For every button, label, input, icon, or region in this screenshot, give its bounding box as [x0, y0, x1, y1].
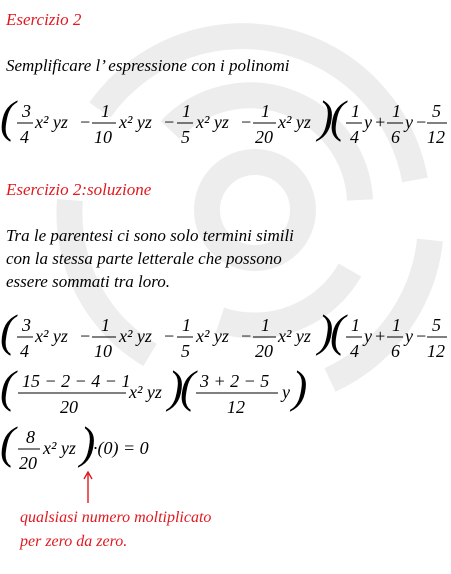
paren-close: ) — [318, 305, 334, 356]
frac-den: 6 — [391, 341, 400, 361]
frac-num: 1 — [392, 315, 401, 335]
paren-close: ) — [168, 361, 184, 412]
annotation-line-1: qualsiasi numero moltiplicato — [20, 509, 212, 526]
frac-den: 4 — [350, 341, 359, 361]
literal-part: y — [364, 326, 372, 346]
sign: − — [415, 326, 428, 346]
frac-den: 20 — [255, 341, 273, 361]
sign: + — [374, 112, 387, 132]
explanation-line-3: essere sommati tra loro. — [6, 272, 171, 291]
frac-num: 5 — [432, 315, 441, 335]
frac-num: 1 — [351, 315, 360, 335]
paren-open: ( — [0, 417, 16, 468]
literal-part: x² yz — [129, 382, 162, 402]
paren-close: ) — [80, 417, 96, 468]
frac-num: 1 — [182, 101, 191, 121]
frac-den: 5 — [181, 341, 190, 361]
sign: − — [163, 112, 176, 132]
sign: − — [79, 326, 92, 346]
frac-den: 10 — [94, 341, 112, 361]
expression-original — [0, 92, 451, 154]
literal-part: x² yz — [35, 112, 68, 132]
annotation-line-2: per zero da zero. — [20, 533, 128, 550]
paren-open: ( — [330, 91, 346, 142]
frac-den: 20 — [60, 397, 78, 417]
frac-den: 10 — [94, 127, 112, 147]
literal-part: x² yz — [278, 112, 311, 132]
literal-part: x² yz — [119, 326, 152, 346]
frac-num: 15 − 2 − 4 − 1 — [22, 371, 131, 391]
frac-den: 20 — [255, 127, 273, 147]
solution-title: Esercizio 2:soluzione — [6, 180, 152, 199]
frac-den: 12 — [227, 397, 245, 417]
literal-part: y — [282, 382, 290, 402]
explanation-line-2: con la stessa parte letterale che possono — [6, 249, 282, 268]
frac-num: 5 — [432, 101, 441, 121]
paren-open: ( — [0, 361, 16, 412]
frac-num: 1 — [261, 315, 270, 335]
expression-step-3 — [0, 418, 451, 480]
explanation-line-1: Tra le parentesi ci sono solo termini simili — [6, 226, 294, 245]
literal-part: y — [364, 112, 372, 132]
frac-den: 5 — [181, 127, 190, 147]
sign: − — [240, 112, 253, 132]
frac-den: 6 — [391, 127, 400, 147]
literal-part: y — [405, 326, 413, 346]
exercise-instruction: Semplificare l’ espressione con i polinomi — [6, 56, 290, 75]
frac-den: 4 — [20, 341, 29, 361]
paren-open: ( — [330, 305, 346, 356]
sign: − — [240, 326, 253, 346]
paren-open: ( — [0, 91, 16, 142]
frac-den: 12 — [427, 127, 445, 147]
frac-num: 3 + 2 − 5 — [200, 371, 270, 391]
exercise-title: Esercizio 2 — [6, 10, 82, 29]
paren-open: ( — [180, 361, 196, 412]
sign: − — [163, 326, 176, 346]
sign: + — [374, 326, 387, 346]
sign: − — [415, 112, 428, 132]
frac-den: 20 — [19, 453, 37, 473]
literal-part: x² yz — [35, 326, 68, 346]
paren-close: ) — [318, 91, 334, 142]
frac-den: 4 — [20, 127, 29, 147]
expression-step-1 — [0, 306, 451, 368]
frac-num: 1 — [101, 315, 110, 335]
paren-open: ( — [0, 305, 16, 356]
frac-num: 3 — [22, 101, 31, 121]
literal-part: y — [405, 112, 413, 132]
frac-den: 12 — [427, 341, 445, 361]
frac-num: 1 — [182, 315, 191, 335]
frac-den: 4 — [350, 127, 359, 147]
literal-part: x² yz — [43, 438, 76, 458]
frac-num: 1 — [392, 101, 401, 121]
arrow-up-icon — [78, 470, 98, 504]
literal-part: x² yz — [196, 112, 229, 132]
frac-num: 1 — [101, 101, 110, 121]
frac-num: 1 — [261, 101, 270, 121]
frac-num: 8 — [26, 427, 35, 447]
literal-part: x² yz — [278, 326, 311, 346]
frac-num: 1 — [351, 101, 360, 121]
paren-close: ) — [292, 361, 308, 412]
literal-part: x² yz — [196, 326, 229, 346]
expression-step-2 — [0, 362, 451, 424]
literal-part: x² yz — [119, 112, 152, 132]
frac-num: 3 — [22, 315, 31, 335]
equals-zero: ·(0) = 0 — [93, 438, 149, 458]
sign: − — [79, 112, 92, 132]
